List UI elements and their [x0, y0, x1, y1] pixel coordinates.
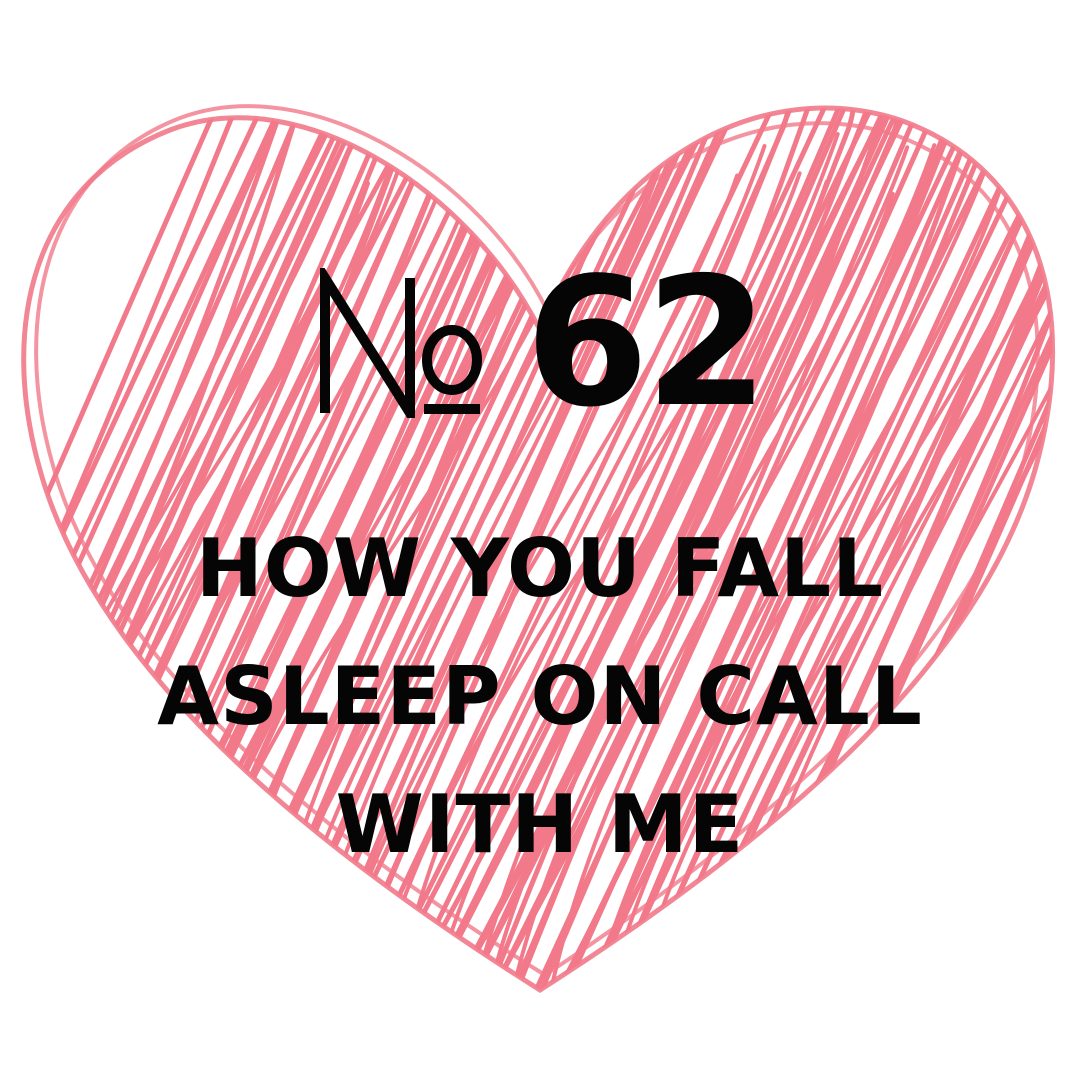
- caption: [0, 505, 1080, 889]
- caption-line-3: WITH ME: [335, 778, 745, 871]
- numero-sign: [315, 268, 485, 418]
- caption-line-1: HOW YOU FALL: [195, 522, 885, 615]
- episode-number: 62: [525, 239, 765, 446]
- title-number-row: [0, 218, 1080, 446]
- caption-line-2: ASLEEP ON CALL: [157, 650, 923, 743]
